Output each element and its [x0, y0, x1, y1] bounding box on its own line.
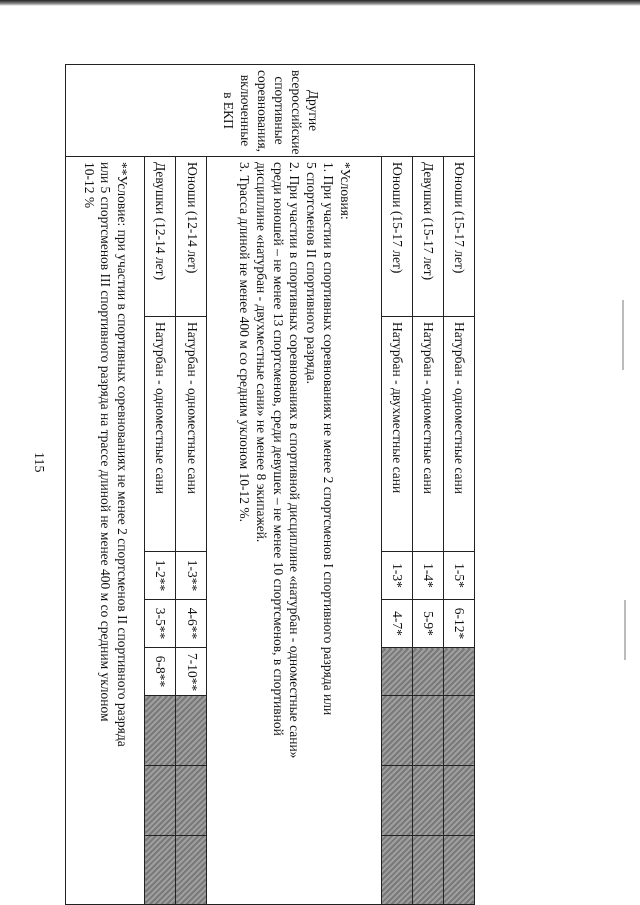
shaded-cell [412, 648, 443, 696]
note-line: среди юношей – не менее 13 спортсменов, среди девушек – не менее 10 спортсменов, в спортивной [270, 162, 286, 736]
shaded-cell [145, 766, 176, 836]
table-row [412, 65, 443, 905]
table-row [66, 65, 145, 905]
place-cell: 1-5* [443, 552, 474, 600]
place-cell: 1-4* [412, 552, 443, 600]
junior-condition-note [66, 157, 145, 905]
scan-artifact [622, 300, 624, 370]
shaded-cell [176, 766, 207, 836]
note-title: *Условия: [338, 162, 354, 220]
shaded-cell [443, 648, 474, 696]
page-number: 115 [31, 452, 46, 473]
table-row [207, 65, 382, 905]
note-line: 2. При участии в спортивных соревнованиях в спортивной дисциплине «натурбан - одноместные сани» [287, 162, 303, 759]
note-line: 10-12 % [81, 162, 97, 209]
table-row [145, 65, 176, 905]
note-line: 1. При участии в спортивных соревнованиях не менее 2 спортсменов I спортивного разряда или [321, 162, 337, 716]
group-cell: Девушки (15-17 лет) [412, 157, 443, 317]
section-label: Другие всероссийские спортивные соревнования, включенные в ЕКП [66, 65, 475, 157]
shaded-cell [145, 696, 176, 766]
shaded-cell [176, 696, 207, 766]
place-cell: 5-9* [412, 600, 443, 648]
note-line: дисциплине «натурбан - двухместные сани» не менее 8 экипажей. [253, 162, 269, 543]
shaded-cell [381, 648, 412, 696]
discipline-cell: Натурбан - одноместные сани [145, 317, 176, 552]
discipline-cell: Натурбан - двухместные сани [381, 317, 412, 552]
page-top-edge [0, 0, 640, 6]
shaded-cell [443, 836, 474, 905]
group-cell: Юноши (12-14 лет) [176, 157, 207, 317]
shaded-cell [443, 766, 474, 836]
place-cell: 6-12* [443, 600, 474, 648]
group-cell: Юноши (15-17 лет) [443, 157, 474, 317]
note-line: 3. Трасса длиной не менее 400 м со средним уклоном 10-12 %. [236, 162, 252, 522]
discipline-cell: Натурбан - одноместные сани [176, 317, 207, 552]
note-line: или 5 спортсменов III спортивного разряда на трассе длиной не менее 400 м со средним уклоном [98, 162, 114, 722]
shaded-cell [381, 766, 412, 836]
note-line: 5 спортсменов II спортивного разряда. [304, 162, 320, 384]
place-cell: 4-7* [381, 600, 412, 648]
place-cell: 7-10** [176, 648, 207, 696]
ranking-table [65, 64, 475, 905]
place-cell: 6-8** [145, 648, 176, 696]
conditions-note [207, 157, 382, 905]
place-cell: 1-3** [176, 552, 207, 600]
note-line: **Условие: при участии в спортивных соревнованиях не менее 2 спортсменов II спортивного разряда [115, 162, 131, 747]
discipline-cell: Натурбан - одноместные сани [412, 317, 443, 552]
shaded-cell [381, 836, 412, 905]
discipline-cell: Натурбан - одноместные сани [443, 317, 474, 552]
shaded-cell [412, 696, 443, 766]
place-cell: 1-2** [145, 552, 176, 600]
table-row [176, 65, 207, 905]
shaded-cell [412, 766, 443, 836]
group-cell: Девушки (12-14 лет) [145, 157, 176, 317]
place-cell: 4-6** [176, 600, 207, 648]
shaded-cell [145, 836, 176, 905]
table-row [381, 65, 412, 905]
place-cell: 3-5** [145, 600, 176, 648]
scan-artifact [624, 600, 626, 660]
table-row [443, 65, 474, 905]
shaded-cell [412, 836, 443, 905]
shaded-cell [176, 836, 207, 905]
shaded-cell [443, 696, 474, 766]
shaded-cell [381, 696, 412, 766]
group-cell: Юноши (15-17 лет) [381, 157, 412, 317]
place-cell: 1-3* [381, 552, 412, 600]
rotated-table-container [65, 64, 475, 904]
